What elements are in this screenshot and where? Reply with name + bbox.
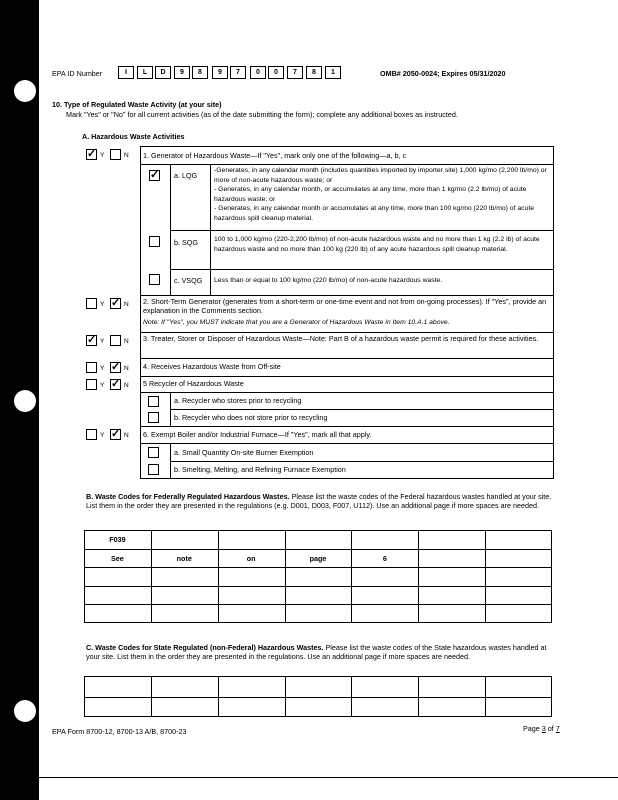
epa-id-digit[interactable]: I — [118, 66, 134, 79]
epa-id-digit[interactable]: 8 — [192, 66, 208, 79]
yes-label: Y — [100, 301, 105, 308]
item-4-yes-checkbox[interactable] — [86, 362, 97, 373]
item-4-no-checkbox[interactable]: ✓ — [111, 361, 121, 373]
item-5-no-checkbox[interactable]: ✓ — [111, 378, 121, 390]
page-indicator — [523, 724, 560, 733]
lqg-description: -Generates, in any calendar month (includes quantities imported by importer site) 1,000 kg/mo (2,200 lb/mo) or more of non-acute hazardous waste; or - Generates, in any calendar month, or accumulates at any time, more than 1 kg/mo (2.2 lb/mo) of acute hazardous waste; or - Generates, in any calendar month or accumulates at any time, more than 100 kg/mo (220 lb/mo) of acute hazardous spill cleanup material. — [214, 167, 547, 222]
no-label: N — [124, 432, 129, 439]
federal-waste-code-cell[interactable]: note — [176, 553, 192, 563]
recycler-no-store-checkbox[interactable] — [148, 412, 159, 423]
epa-id-label: EPA ID Number — [52, 69, 103, 78]
section-10-instruction: Mark "Yes" or "No" for all current activities (as of the date submitting the form); complete any additional boxes as instructed. — [66, 110, 458, 119]
yes-label: Y — [100, 382, 105, 389]
item-3-text: 3. Treater, Storer or Disposer of Hazardous Waste—Note: Part B of a hazardous waste permit is required for these activities. — [143, 334, 539, 343]
vsqg-label: c. VSQG — [174, 276, 203, 285]
epa-id-digit[interactable]: 8 — [306, 66, 322, 79]
sqg-description: 100 to 1,000 kg/mo (220-2,200 lb/mo) of non-acute hazardous waste and no more than 1 kg (2.2 lb) of acute hazardous waste and no more than 100 kg (220 lb) of any acute hazardous spill cleanup material. — [214, 236, 540, 253]
item-2-text: 2. Short-Term Generator (generates from a short-term or one-time event and not from on-going processes). If "Yes", provide an explanation in the Comments section. — [143, 297, 547, 316]
no-label: N — [124, 382, 129, 389]
item-1-text: 1. Generator of Hazardous Waste—If "Yes", mark only one of the following—a, b, c — [143, 151, 407, 160]
punch-hole — [14, 80, 36, 102]
no-label: N — [124, 301, 129, 308]
section-b-text — [86, 492, 552, 511]
item-3-yes-checkbox[interactable]: ✓ — [87, 334, 97, 346]
item-1-no-checkbox[interactable] — [110, 149, 121, 160]
punch-hole — [14, 390, 36, 412]
item-6-yes-checkbox[interactable] — [86, 429, 97, 440]
epa-id-digit[interactable]: D — [155, 66, 171, 79]
burner-exemption-label: a. Small Quantity On-site Burner Exemption — [174, 448, 314, 457]
recycler-stores-checkbox[interactable] — [148, 396, 159, 407]
recycler-stores-label: a. Recycler who stores prior to recycling — [174, 396, 302, 405]
omb-number: OMB# 2050-0024; Expires 05/31/2020 — [380, 69, 506, 78]
section-b-instruction: Please list the waste codes of the Federal hazardous wastes handled at your site. List them in the order they are presented in the regulations (e.g. D001, D003, F007, U112). Use an additional page if more spaces are needed. — [86, 492, 552, 511]
item-2-yes-checkbox[interactable] — [86, 298, 97, 309]
item-1-yes-checkbox[interactable]: ✓ — [87, 148, 97, 160]
item-5-text: 5 Recycler of Hazardous Waste — [143, 379, 244, 388]
epa-id-digit[interactable]: L — [137, 66, 153, 79]
federal-waste-code-cell[interactable]: on — [246, 553, 256, 563]
page-number: 3 — [541, 724, 546, 733]
epa-id-digit[interactable]: 9 — [174, 66, 190, 79]
epa-id-digit[interactable]: 0 — [268, 66, 284, 79]
item-2-note: Note: If "Yes", you MUST indicate that you are a Generator of Hazardous Waste in Item 10.A.1 above. — [143, 319, 450, 326]
section-10-title: 10. Type of Regulated Waste Activity (at your site) — [52, 100, 222, 109]
lqg-label: a. LQG — [174, 171, 198, 180]
lqg-checkbox[interactable]: ✓ — [150, 169, 160, 181]
page-total: 7 — [555, 724, 560, 733]
item-3-no-checkbox[interactable] — [110, 335, 121, 346]
bottom-divider — [39, 777, 618, 778]
item-6-no-checkbox[interactable]: ✓ — [111, 428, 121, 440]
section-a-title: A. Hazardous Waste Activities — [82, 132, 185, 141]
federal-waste-code-cell[interactable]: See — [111, 553, 124, 563]
epa-id-digit[interactable]: 1 — [325, 66, 341, 79]
no-label: N — [124, 152, 129, 159]
federal-waste-code-cell[interactable]: page — [309, 553, 327, 563]
item-2-no-checkbox[interactable]: ✓ — [111, 297, 121, 309]
section-b-title: B. Waste Codes for Federally Regulated Hazardous Wastes. — [86, 492, 290, 501]
yes-label: Y — [100, 365, 105, 372]
no-label: N — [124, 365, 129, 372]
sqg-label: b. SQG — [174, 238, 198, 247]
epa-id-digit[interactable]: 7 — [230, 66, 246, 79]
smelting-exemption-label: b. Smelting, Melting, and Refining Furnace Exemption — [174, 465, 346, 474]
epa-id-digit[interactable]: 0 — [250, 66, 266, 79]
form-number: EPA Form 8700-12, 8700-13 A/B, 8700-23 — [52, 727, 187, 736]
item-6-text: 6. Exempt Boiler and/or Industrial Furnace—If "Yes", mark all that apply. — [143, 430, 372, 439]
federal-waste-codes-table — [84, 530, 552, 623]
section-c-title: C. Waste Codes for State Regulated (non-Federal) Hazardous Wastes. — [86, 643, 324, 652]
federal-waste-code-cell[interactable]: F039 — [109, 535, 126, 544]
punch-hole — [14, 700, 36, 722]
epa-id-digit[interactable]: 9 — [212, 66, 228, 79]
sqg-checkbox[interactable] — [149, 236, 160, 247]
recycler-no-store-label: b. Recycler who does not store prior to recycling — [174, 413, 328, 422]
vsqg-checkbox[interactable] — [149, 274, 160, 285]
of-label: of — [547, 724, 554, 733]
section-c-instruction: Please list the waste codes of the State hazardous wastes handled at your site. List them in the order they are presented in the regulations. Use an additional page if more spaces are needed. — [86, 643, 547, 662]
yes-label: Y — [100, 338, 105, 345]
vsqg-description: Less than or equal to 100 kg/mo (220 lb/mo) of non-acute hazardous waste. — [214, 277, 443, 284]
item-4-text: 4. Receives Hazardous Waste from Off-site — [143, 362, 281, 371]
section-c-text — [86, 643, 552, 662]
yes-label: Y — [100, 432, 105, 439]
burner-exemption-checkbox[interactable] — [148, 447, 159, 458]
no-label: N — [124, 338, 129, 345]
yes-label: Y — [100, 152, 105, 159]
page-label: Page — [523, 724, 540, 733]
epa-id-digit[interactable]: 7 — [287, 66, 303, 79]
smelting-exemption-checkbox[interactable] — [148, 464, 159, 475]
item-5-yes-checkbox[interactable] — [86, 379, 97, 390]
federal-waste-code-cell[interactable]: 6 — [382, 553, 387, 563]
